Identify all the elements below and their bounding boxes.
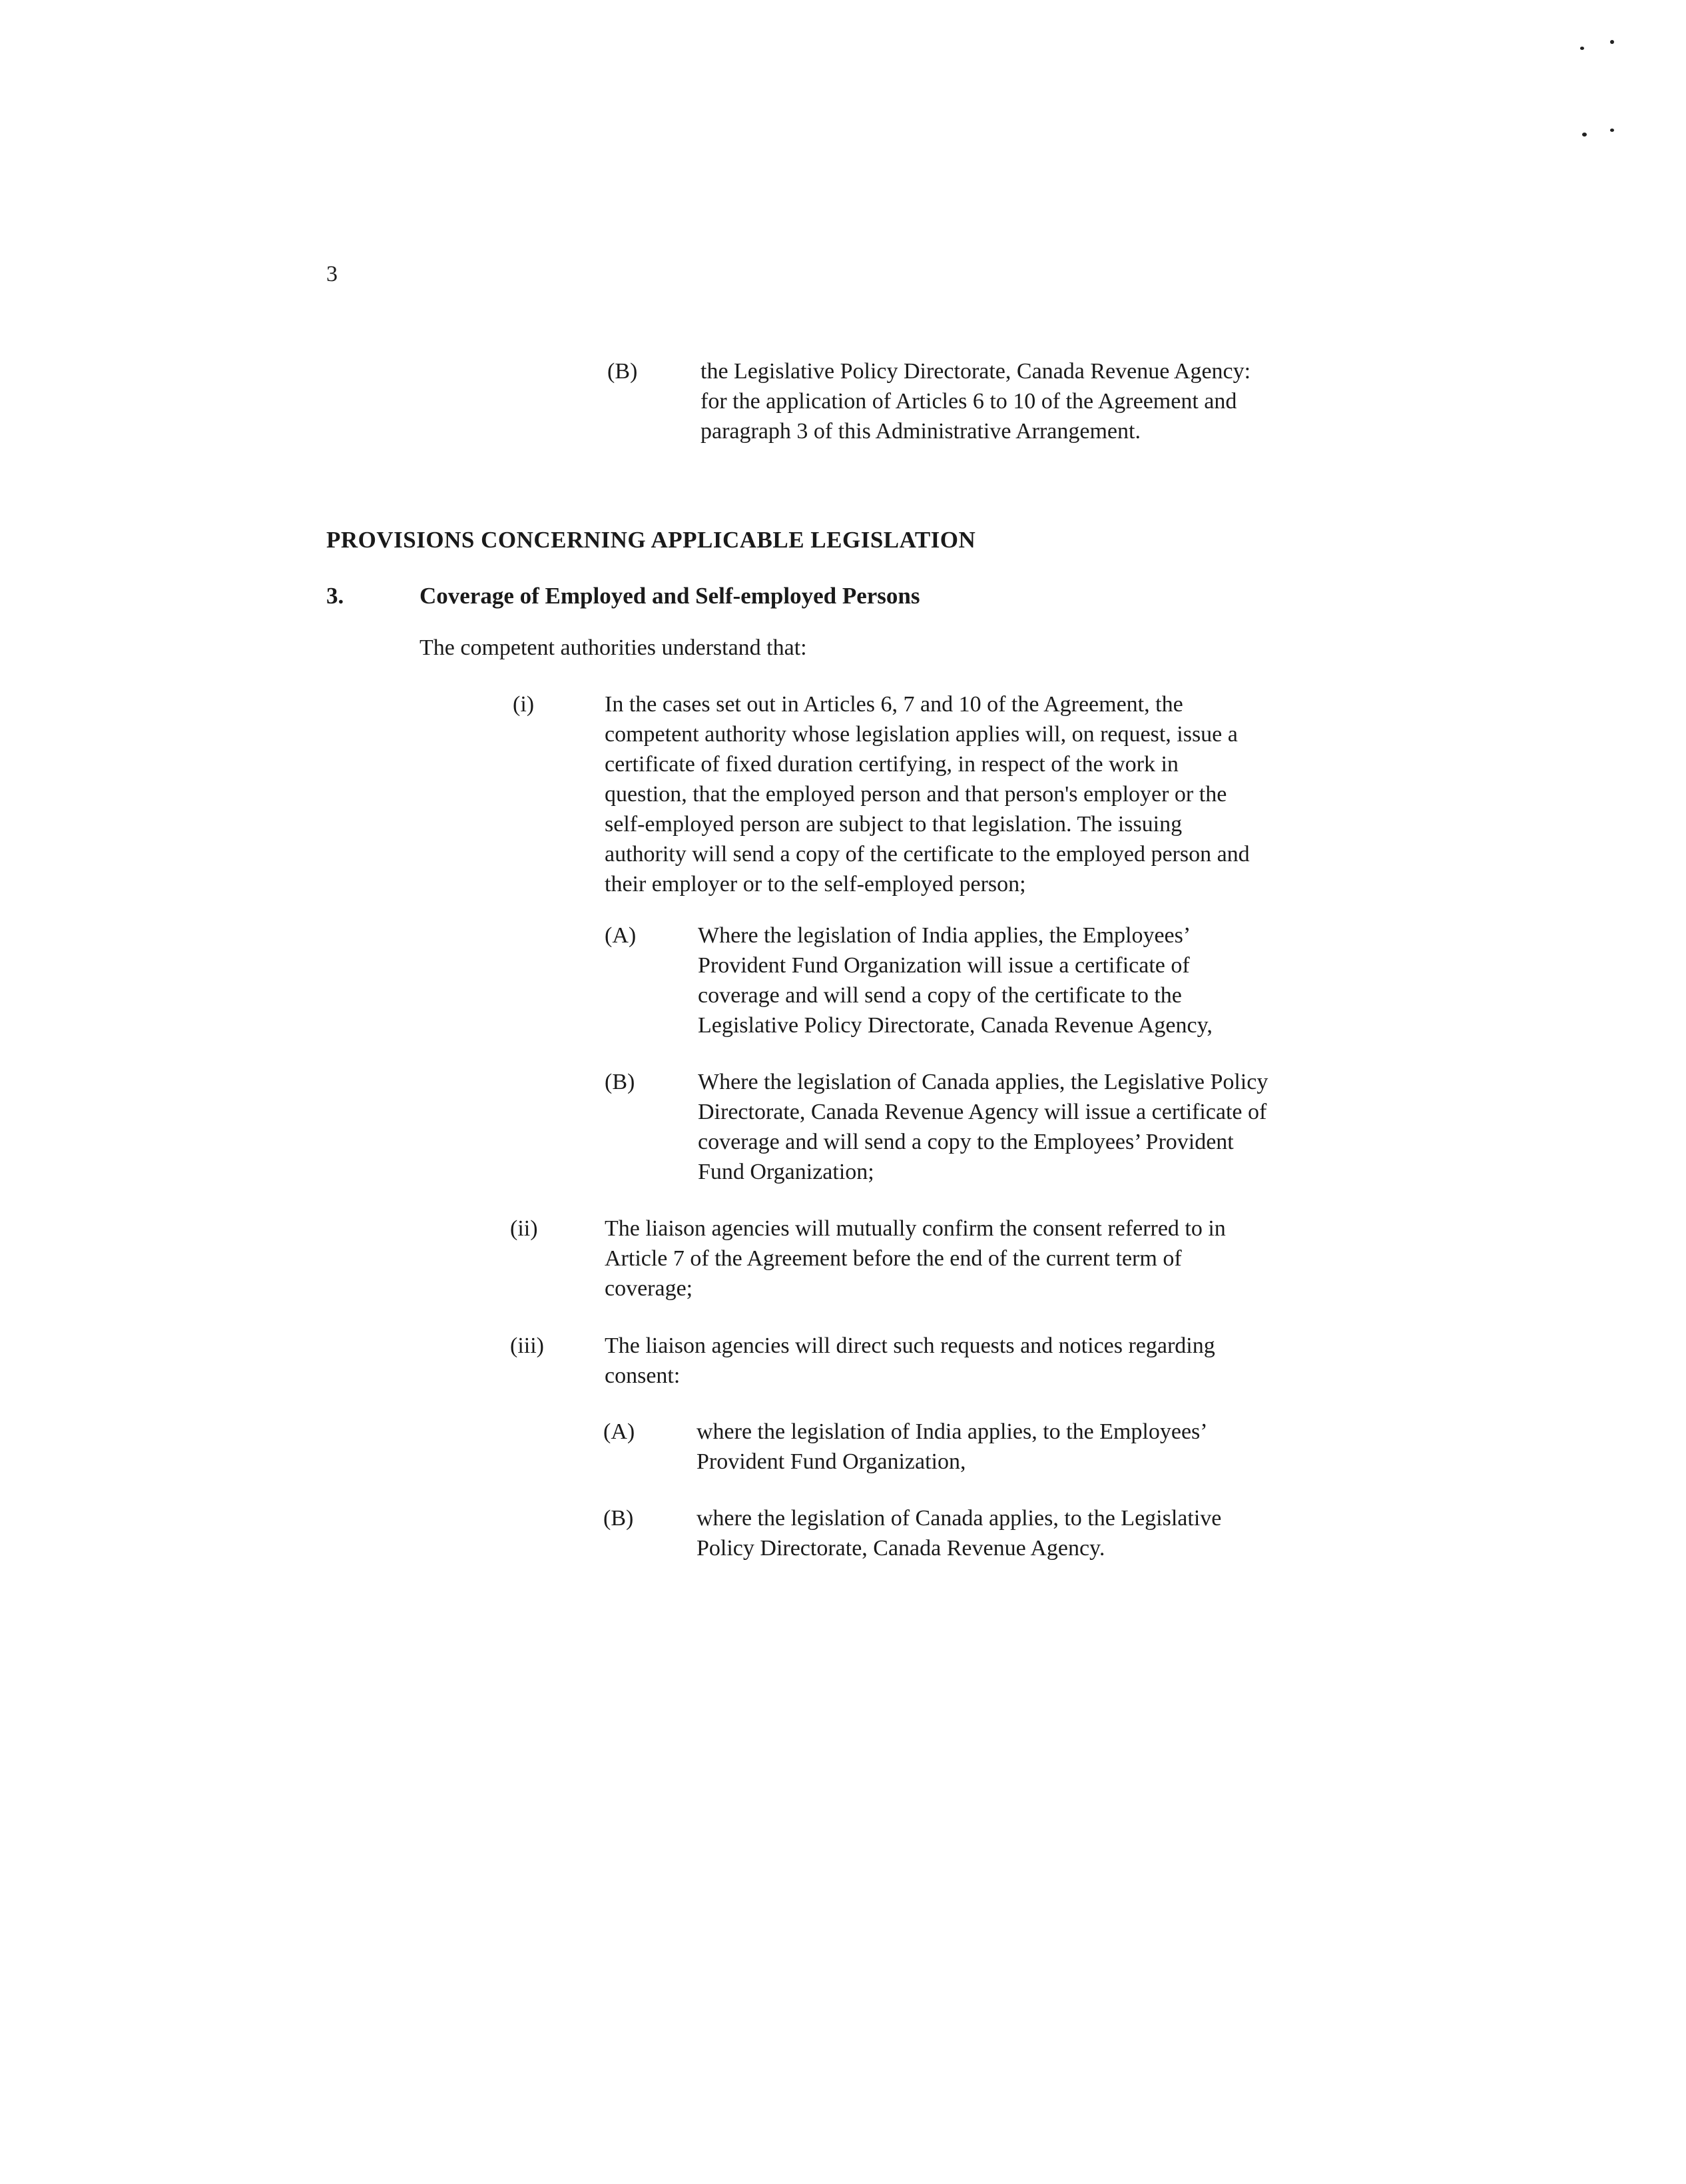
clause-number: 3. — [326, 583, 344, 609]
text-line: The liaison agencies will direct such requests and notices regarding — [605, 1333, 1215, 1358]
text-line: paragraph 3 of this Administrative Arrangement. — [701, 419, 1141, 444]
text-line: for the application of Articles 6 to 10 of the Agreement and — [701, 389, 1237, 414]
text-line: self-employed person are subject to that legislation. The issuing — [605, 812, 1183, 837]
scan-speck — [1610, 129, 1614, 132]
item-text-iii — [605, 1331, 1215, 1391]
clause-lead-in: The competent authorities understand that: — [420, 635, 807, 660]
subitem-text-i-a — [698, 920, 1213, 1040]
text-line: Legislative Policy Directorate, Canada Revenue Agency, — [698, 1013, 1213, 1038]
text-line: coverage; — [605, 1276, 693, 1301]
item-text-i — [605, 689, 1250, 899]
page-number: 3 — [326, 262, 338, 286]
text-line: the Legislative Policy Directorate, Canada Revenue Agency: — [701, 359, 1251, 384]
text-line: Where the legislation of India applies, the Employees’ — [698, 923, 1191, 948]
text-line: Provident Fund Organization, — [697, 1449, 966, 1474]
item-marker-ii: (ii) — [510, 1216, 538, 1241]
text-line: Article 7 of the Agreement before the end of the current term of — [605, 1246, 1182, 1271]
text-line: The liaison agencies will mutually confirm the consent referred to in — [605, 1216, 1226, 1241]
intro-item-text — [701, 356, 1251, 446]
text-line: Policy Directorate, Canada Revenue Agency. — [697, 1536, 1105, 1561]
subitem-marker-i-a: (A) — [605, 923, 637, 948]
text-line: Fund Organization; — [698, 1160, 874, 1184]
subitem-text-iii-a — [697, 1417, 1208, 1477]
item-marker-i: (i) — [513, 692, 535, 717]
text-line: their employer or to the self-employed person; — [605, 872, 1026, 897]
item-text-ii — [605, 1214, 1226, 1303]
text-line: Provident Fund Organization will issue a certificate of — [698, 953, 1190, 978]
text-line: question, that the employed person and that person's employer or the — [605, 782, 1227, 807]
text-line: competent authority whose legislation applies will, on request, issue a — [605, 722, 1238, 747]
text-line: In the cases set out in Articles 6, 7 and 10 of the Agreement, the — [605, 692, 1183, 717]
scan-speck — [1610, 40, 1614, 44]
text-line: coverage and will send a copy to the Employees’ Provident — [698, 1130, 1234, 1154]
scan-speck — [1582, 133, 1587, 137]
text-line: certificate of fixed duration certifying, in respect of the work in — [605, 752, 1179, 777]
text-line: authority will send a copy of the certificate to the employed person and — [605, 842, 1250, 867]
text-line: where the legislation of India applies, to the Employees’ — [697, 1419, 1208, 1444]
intro-item-marker: (B) — [607, 359, 638, 384]
subitem-text-iii-b — [697, 1503, 1221, 1563]
section-heading: PROVISIONS CONCERNING APPLICABLE LEGISLATION — [326, 527, 976, 553]
subitem-text-i-b — [698, 1067, 1268, 1187]
subitem-marker-iii-a: (A) — [603, 1419, 635, 1444]
text-line: coverage and will send a copy of the certificate to the — [698, 983, 1182, 1008]
text-line: Directorate, Canada Revenue Agency will issue a certificate of — [698, 1100, 1267, 1124]
clause-title: Coverage of Employed and Self-employed Persons — [420, 583, 920, 609]
item-marker-iii: (iii) — [510, 1333, 544, 1358]
scan-speck — [1580, 47, 1584, 50]
text-line: consent: — [605, 1363, 681, 1388]
subitem-marker-iii-b: (B) — [603, 1506, 634, 1531]
text-line: Where the legislation of Canada applies, the Legislative Policy — [698, 1070, 1268, 1094]
subitem-marker-i-b: (B) — [605, 1070, 635, 1094]
text-line: where the legislation of Canada applies, to the Legislative — [697, 1506, 1222, 1531]
